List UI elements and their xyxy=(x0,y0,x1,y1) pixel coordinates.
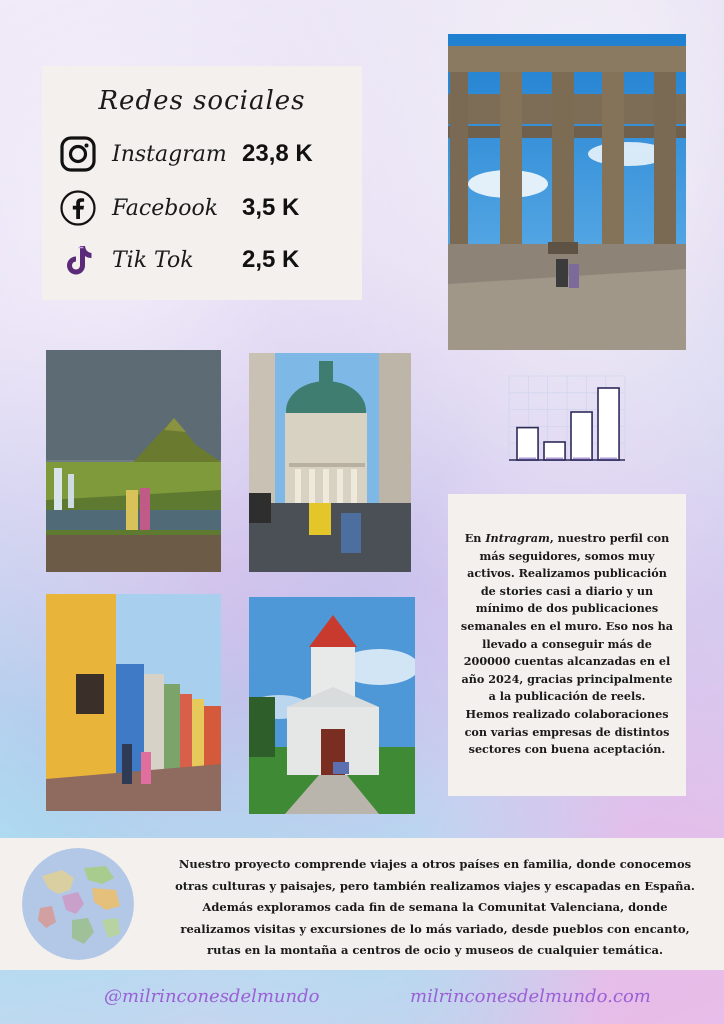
instagram-icon xyxy=(58,134,98,174)
chart-bar xyxy=(571,412,592,460)
growth-chart-svg xyxy=(505,372,629,464)
instagram-brand: Intragram xyxy=(485,531,550,545)
social-count-tiktok: 2,5 K xyxy=(242,246,300,273)
social-name-tiktok: Tik Tok xyxy=(112,247,194,273)
photo-copenhagen xyxy=(249,353,411,572)
growth-chart xyxy=(505,372,629,464)
social-count-instagram: 23,8 K xyxy=(242,140,313,167)
project-description: Nuestro proyecto comprende viajes a otros países en familia, donde conocemos otras culturas y paisajes, pero también realizamos viajes y escapadas en España. Además exploramos cada fin de semana la Comunitat Valenciana, donde realizamos visitas y excursiones de lo más variado, desde pueblos con encanto, rutas en la montaña a centros de ocio y museos de cualquier temática. xyxy=(175,857,695,957)
photo-church xyxy=(249,597,415,814)
instagram-body-2: Hemos realizado colaboraciones con varias empresas de distintos sectores con buena aceptación. xyxy=(464,706,670,757)
chart-bar xyxy=(544,442,565,460)
globe-icon xyxy=(22,848,134,960)
social-row-instagram xyxy=(58,132,358,176)
instagram-description-card xyxy=(448,494,686,796)
instagram-body: , nuestro perfil con más seguidores, somos muy activos. Realizamos publicación de stories casi a diario y un mínimo de dos publicaciones semanales en el muro. Eso nos ha llevado a conseguir más de 200000 cuentas alcanzadas en el año 2024, gracias principalmente a la publicación de reels. xyxy=(460,531,674,704)
facebook-icon xyxy=(58,188,98,228)
footer-handle[interactable]: @milrinconesdelmundo xyxy=(104,986,320,1007)
social-title: Redes sociales xyxy=(98,86,306,116)
instagram-description xyxy=(458,530,676,759)
instagram-intro: En xyxy=(464,531,486,545)
social-row-facebook xyxy=(58,186,358,230)
social-row-tiktok xyxy=(58,238,358,282)
photo-aqueduct xyxy=(448,34,686,350)
chart-bar xyxy=(598,388,619,460)
social-stats-card xyxy=(42,66,362,300)
chart-bar xyxy=(517,428,538,460)
social-name-facebook: Facebook xyxy=(112,195,219,221)
photo-colorful-street xyxy=(46,594,221,811)
tiktok-icon xyxy=(58,240,98,280)
social-name-instagram: Instagram xyxy=(112,141,227,167)
footer-website[interactable]: milrinconesdelmundo.com xyxy=(410,986,651,1007)
photo-iceland xyxy=(46,350,221,572)
social-count-facebook: 3,5 K xyxy=(242,194,300,221)
